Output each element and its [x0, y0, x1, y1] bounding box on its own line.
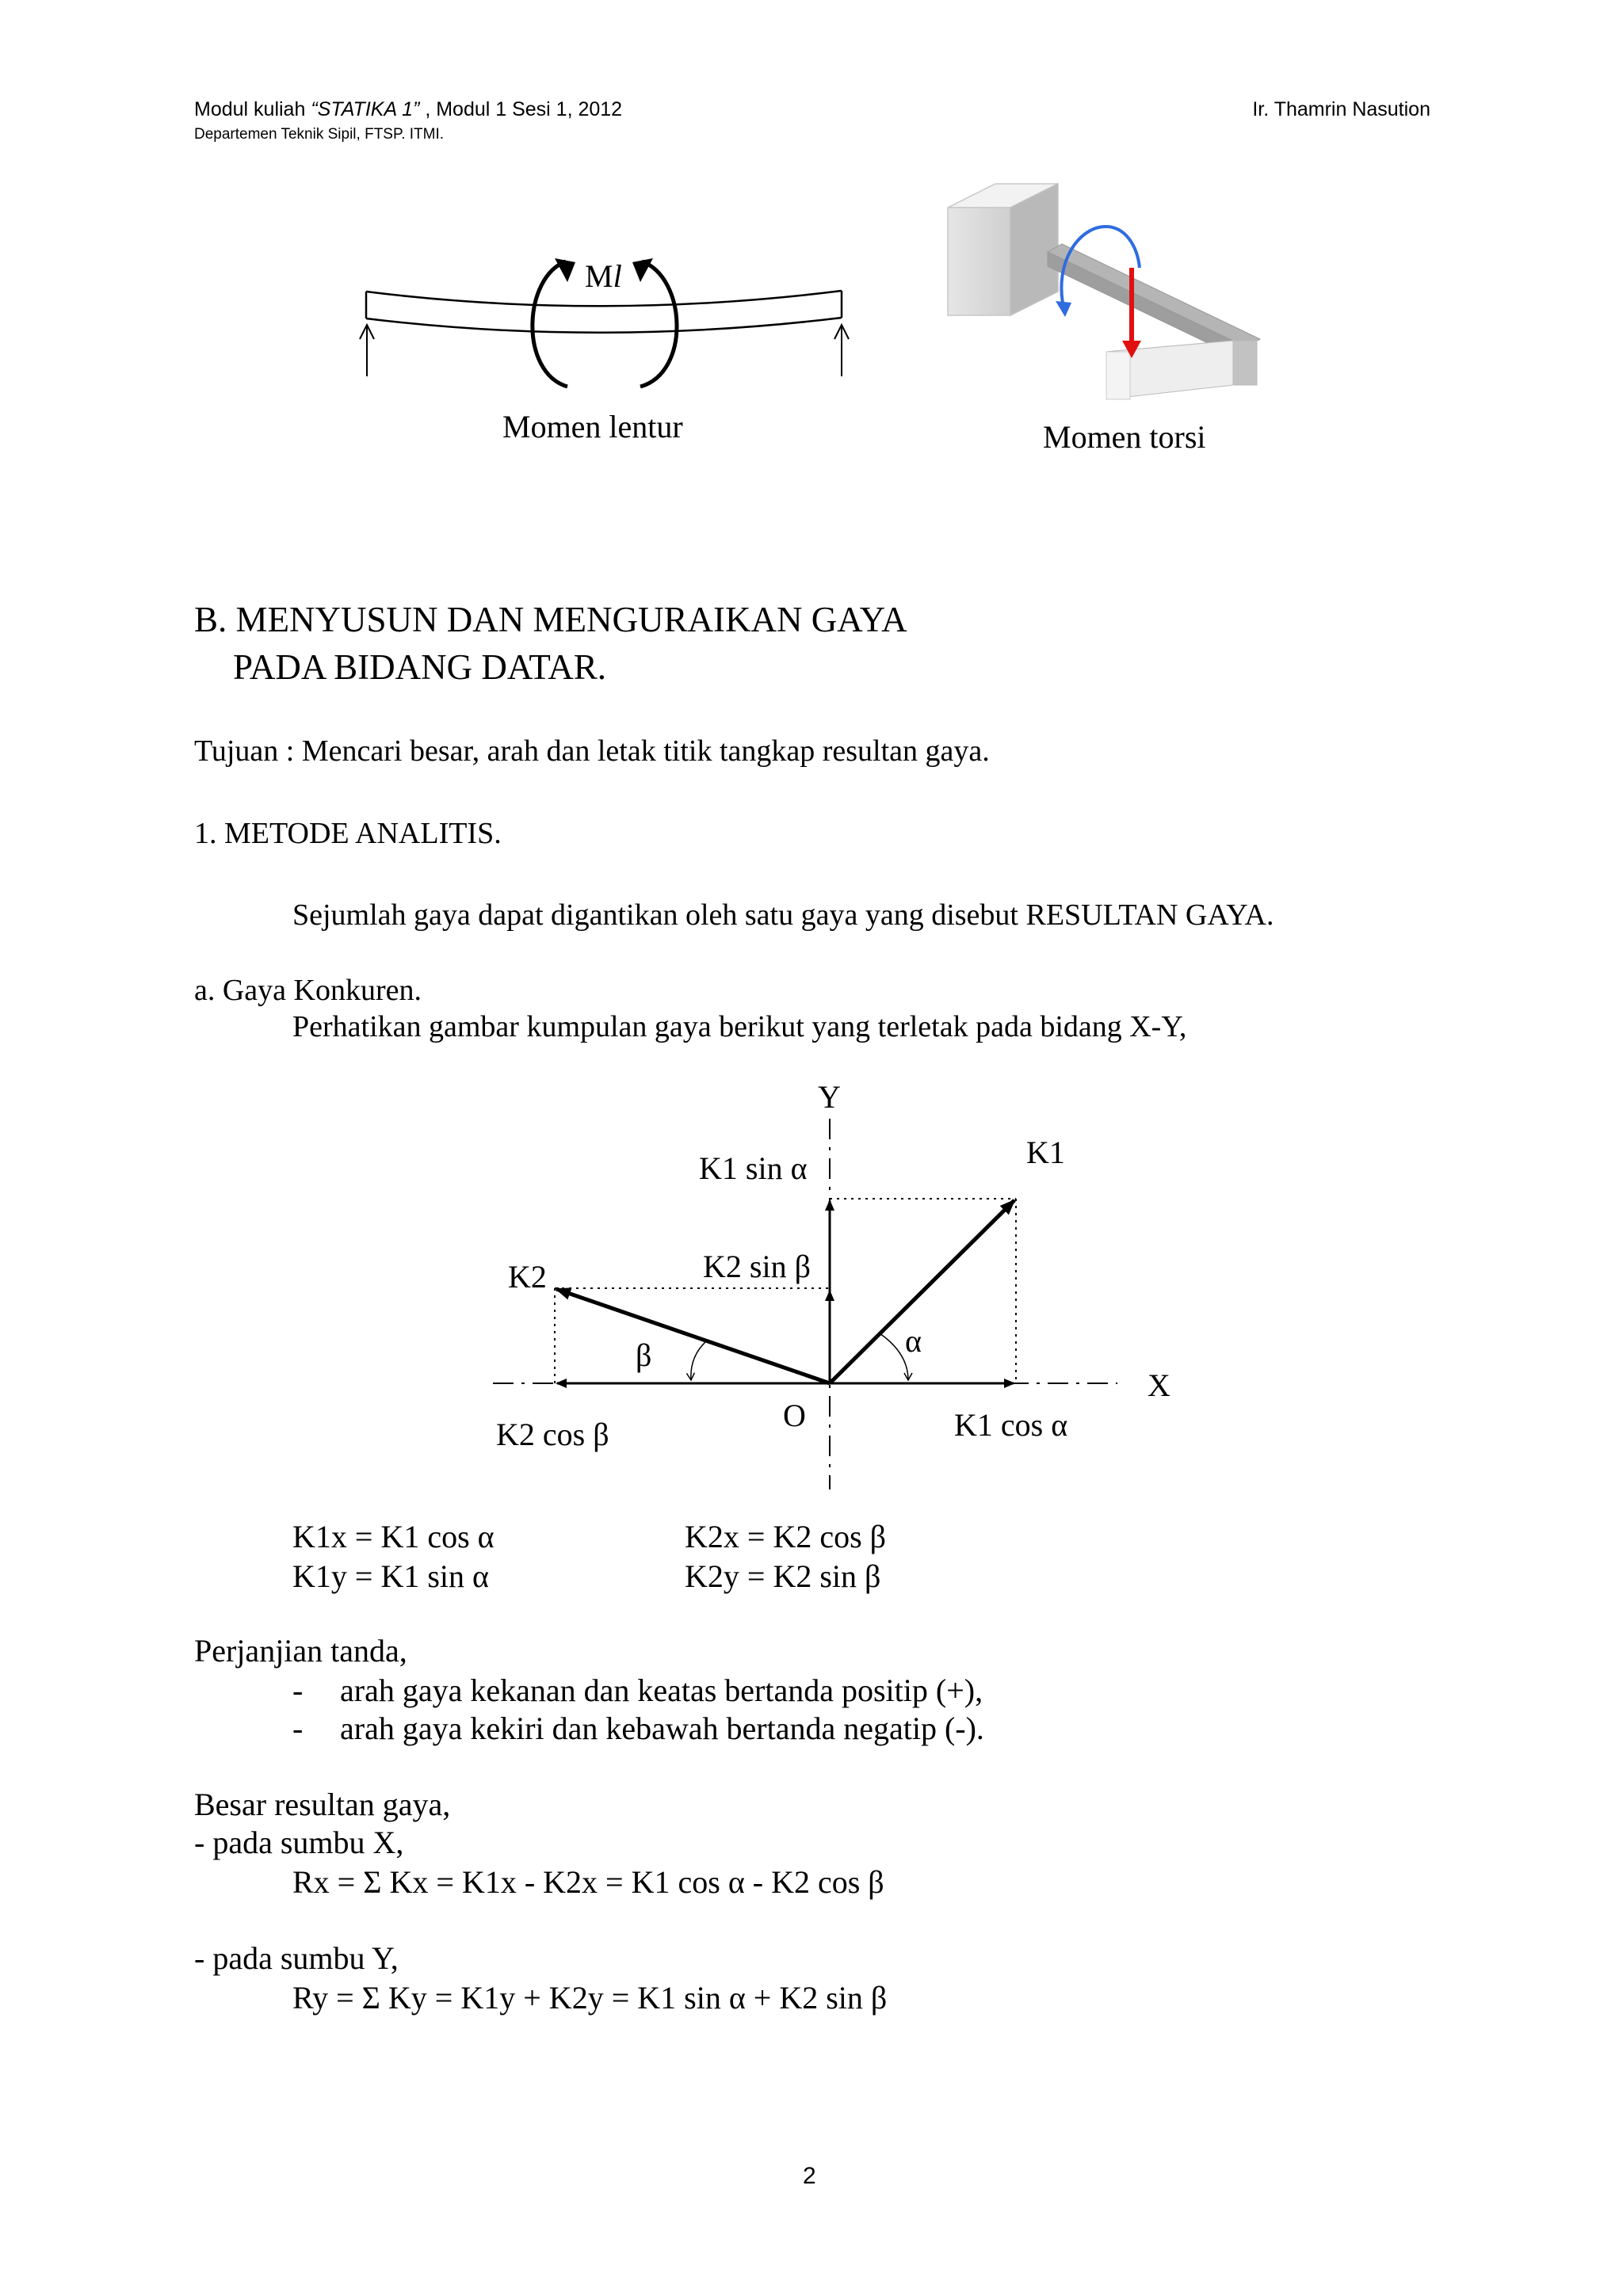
goal-text: Tujuan : Mencari besar, arah dan letak titik tangkap resultan gaya.: [194, 734, 990, 768]
sign-item-2: arah gaya kekiri dan kebawah bertanda negatip (-).: [340, 1711, 984, 1746]
eq-k2y: K2y = K2 sin β: [685, 1558, 881, 1594]
k1-cos-label: K1 cos α: [954, 1407, 1068, 1443]
header-course-title: “STATIKA 1”: [311, 98, 420, 120]
k1-vector: [830, 1200, 1014, 1383]
section-title-line2: PADA BIDANG DATAR.: [233, 647, 607, 687]
beta-label: β: [636, 1337, 652, 1373]
axis-x-label: X: [1148, 1367, 1170, 1403]
eq-k1y: K1y = K1 sin α: [292, 1558, 489, 1594]
eq-k1x: K1x = K1 cos α: [292, 1519, 495, 1554]
header-prefix: Modul kuliah: [194, 98, 311, 120]
sign-item-dash-1: -: [292, 1672, 304, 1708]
origin-label: O: [783, 1398, 806, 1433]
k2-vector: [556, 1289, 830, 1383]
axis-y-label: Y: [818, 1079, 841, 1115]
subsection-a-text: Perhatikan gambar kumpulan gaya berikut yang terletak pada bidang X-Y,: [292, 1010, 1187, 1043]
bending-caption: Momen lentur: [502, 409, 683, 444]
page-number: 2: [803, 2163, 816, 2189]
torsion-caption: Momen torsi: [1043, 419, 1206, 455]
method-heading: 1. METODE ANALITIS.: [194, 817, 502, 850]
header-department: Departemen Teknik Sipil, FTSP. ITMI.: [194, 126, 445, 143]
subsection-a: a. Gaya Konkuren.: [194, 974, 422, 1007]
intro-text: Sejumlah gaya dapat digantikan oleh satu gaya yang disebut RESULTAN GAYA.: [292, 898, 1274, 932]
resultant-x-label: - pada sumbu X,: [194, 1825, 404, 1860]
header-author: Ir. Thamrin Nasution: [1252, 98, 1430, 120]
sign-item-dash-2: -: [292, 1711, 304, 1746]
moment-label: Ml: [585, 258, 622, 294]
k2-sin-label: K2 sin β: [703, 1249, 811, 1284]
beta-arc: [691, 1341, 707, 1380]
resultant-x-equation: Rx = Σ Kx = K1x - K2x = K1 cos α - K2 cos β: [292, 1864, 884, 1900]
k2-label: K2: [508, 1259, 547, 1295]
k2-cos-label: K2 cos β: [496, 1417, 609, 1452]
eq-k2x: K2x = K2 cos β: [685, 1519, 887, 1554]
header-suffix: , Modul 1 Sesi 1, 2012: [419, 98, 623, 120]
sign-convention-title: Perjanjian tanda,: [194, 1633, 407, 1669]
resultant-y-equation: Ry = Σ Ky = K1y + K2y = K1 sin α + K2 sin β: [292, 1980, 888, 2016]
alpha-label: α: [905, 1323, 922, 1359]
k1-sin-label: K1 sin α: [699, 1150, 808, 1186]
alpha-arc: [880, 1333, 908, 1380]
resultant-y-label: - pada sumbu Y,: [194, 1940, 399, 1976]
resultant-title: Besar resultan gaya,: [194, 1787, 451, 1822]
section-title-line1: B. MENYUSUN DAN MENGURAIKAN GAYA: [194, 600, 907, 639]
k1-label: K1: [1026, 1135, 1065, 1170]
sign-item-1: arah gaya kekanan dan keatas bertanda positip (+),: [340, 1672, 983, 1708]
